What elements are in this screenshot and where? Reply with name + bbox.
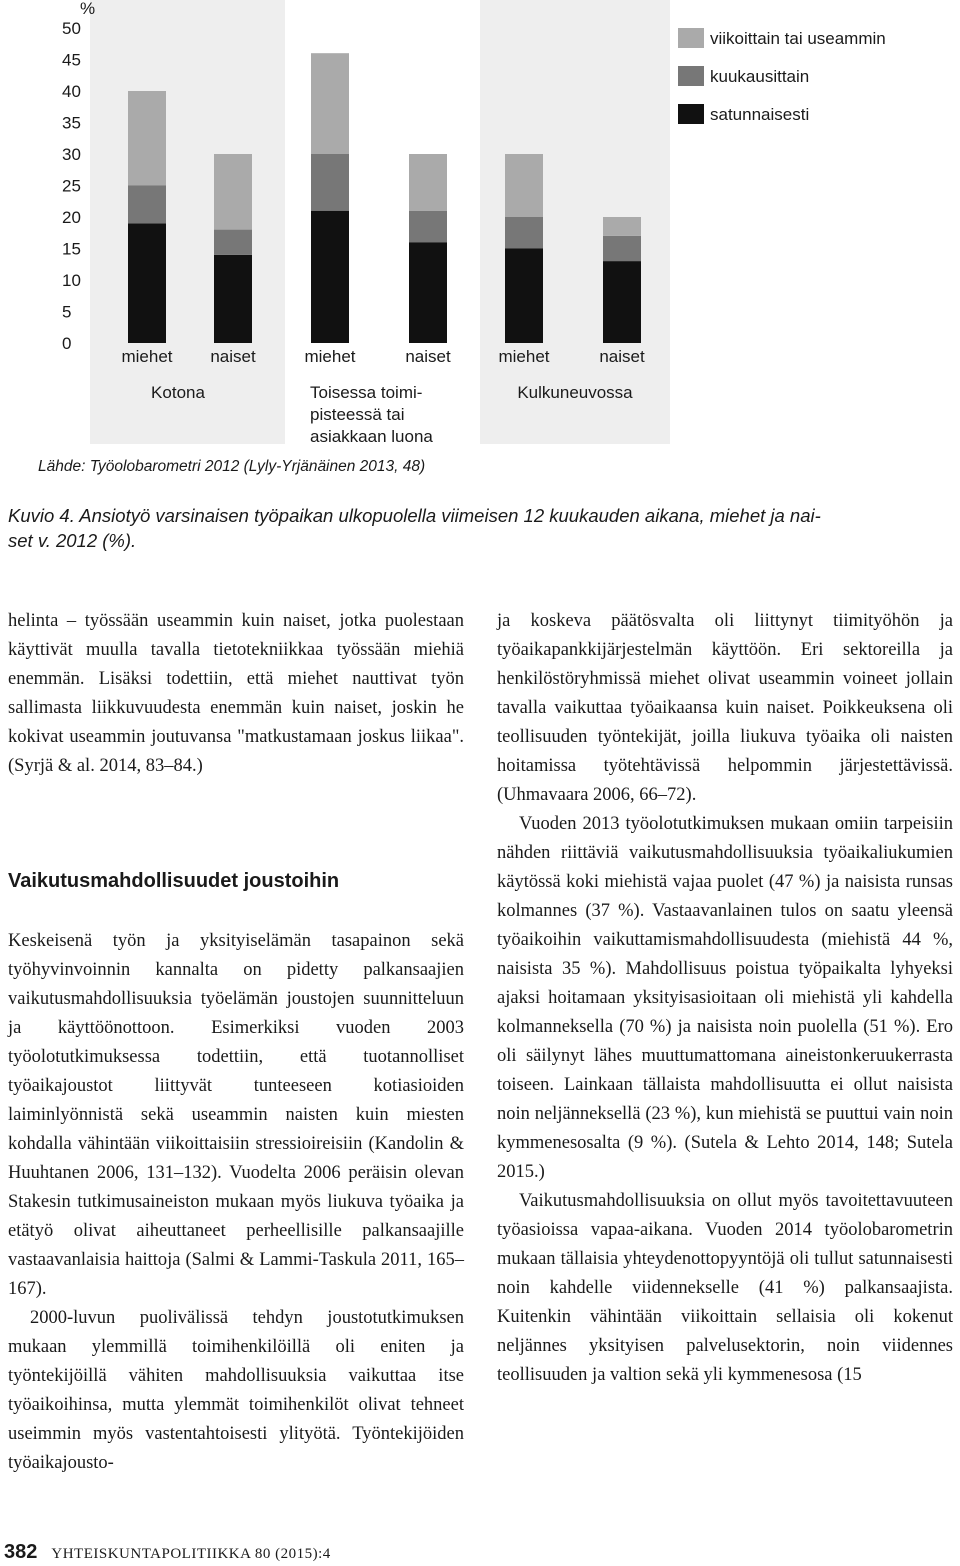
bar-segment [311,154,349,211]
bar-segment [409,211,447,243]
chart-legend [678,28,886,124]
stacked-bar-chart [0,0,960,490]
y-tick-label: 10 [62,271,81,290]
left-column-intro [8,607,464,781]
bar-segment [603,217,641,236]
y-tick-label: 15 [62,239,81,259]
bar-segment [505,249,543,344]
group-label: Kotona [151,383,205,402]
page-footer [4,1541,331,1564]
y-tick-label: 40 [62,82,81,101]
paragraph: Vaikutusmahdollisuuksia on ollut myös tavoitettavuuteen työasioissa vapaa-aikana. Vuoden 2014 työolobarometrin mukaan tällaisia yhteydenottopyyntöjä oli tullut satunnaisesti noin kahdelle viidennekselle (41 %) palkansaajista. Kuitenkin vähintään viikoittain sellaisia oli kokenut neljännes yksityisen palvelusektorin, noin viidennes teollisuuden ja valtion sekä yli kymmenesosa (15 [497,1191,953,1385]
legend-swatch [678,104,704,124]
bar-segment [505,217,543,249]
bar-segment [128,186,166,224]
group-label: pisteessä tai [310,405,405,424]
y-tick-label: 20 [62,208,81,227]
caption-line: set v. 2012 (%). [8,530,137,551]
x-tick-label: naiset [599,347,645,366]
bar-segment [409,242,447,343]
bar-segment [505,154,543,217]
figure-caption [8,503,953,553]
y-tick-label: 0 [62,334,72,353]
left-column-body [8,927,464,1478]
legend-label: kuukausittain [710,67,810,86]
y-tick-label: 30 [62,145,81,164]
y-tick-label: 35 [62,113,81,133]
bar-segment [214,154,252,230]
x-tick-label: miehet [498,347,550,366]
paragraph: ja koskeva päätösvalta oli liittynyt tiimityöhön ja työaikapankkijärjestelmän käyttöön. Eri sektoreilla ja henkilöstöryhmissä miehet olivat useammin voineet jollain tavalla vaikuttaa työaikaansa kuin naiset. Poikkeuksena oli teollisuuden työntekijät, joilla liukuva työaika oli naisten hoitamissa työtehtävissä helpommin järjestettävissä. (Uhmavaara 2006, 66–72). [497,611,953,805]
y-tick-label: 25 [62,176,81,196]
y-tick-label: 5 [62,302,72,322]
paragraph: helinta – työssään useammin kuin naiset, jotka puolestaan käyttivät muulla tavalla tietotekniikkaa työssään miehiä enemmän. Lisäksi todettiin, että miehet nauttivat työn sallimasta liikkuvuudesta enemmän kuin naiset, joskin he kokivat useammin joutuvansa "matkustamaan joskus liikaa". (Syrjä & al. 2014, 83–84.) [8,611,464,776]
x-tick-label: naiset [210,347,256,366]
x-tick-label: miehet [121,347,173,366]
y-tick-label: 50 [62,19,81,38]
paragraph: Keskeisenä työn ja yksityiselämän tasapainon sekä työhyvinvoinnin kannalta on pidetty palkansaajien vaikutusmahdollisuuksia työelämän joustojen suunnitteluun ja käyttöönottoon. Esimerkiksi vuoden 2003 työolotutkimuksessa todettiin, että tuotannolliset työaikajoustot liittyvät tunteeseen kotiasioiden laiminlyönnistä sekä useammin naisten kuin miesten kohdalla vähintään viikoittaisiin stressioireisiin (Kandolin & Huuhtanen 2006, 131–132). Vuodelta 2006 peräisin olevan Stakesin tutkimusaineiston mukaan myös liukuva työaika ja etätyö olivat aiheuttaneet perheellisille palkansaajille vastaavanlaisia haittoja (Salmi & Lammi-Taskula 2011, 165–167). [8,931,464,1299]
legend-label: satunnaisesti [710,105,810,124]
legend-swatch [678,66,704,86]
journal-name: YHTEISKUNTAPOLITIIKKA 80 (2015):4 [51,1546,331,1562]
x-tick-label: naiset [405,347,451,366]
chart-source: Lähde: Työolobarometri 2012 (Lyly-Yrjänäinen 2013, 48) [38,458,426,475]
group-label: Toisessa toimi- [310,383,423,402]
bar-segment [603,261,641,343]
legend-label: viikoittain tai useammin [710,29,886,48]
x-tick-label: miehet [304,347,356,366]
paragraph: Vuoden 2013 työolotutkimuksen mukaan omiin tarpeisiin nähden riittäviä vaikutusmahdollisuuksia työaikaliukumien käytössä koki miehistä vajaa puolet (47 %) ja naisista runsas kolmannes (37 %). Vastaavanlainen tulos on saatu yleensä työaikoihin vaikuttamismahdollisuudesta (miehistä 44 %, naisista 35 %). Mahdollisuus poistua työpaikalta lyhyeksi ajaksi hoitamaan yksityisasioitaan oli miehistä yli kahdella kolmanneksella (70 %) ja naisista noin puolella (51 %). Ero oli säilynyt lähes muuttumattomana aineistonkeruukerrasta toiseen. Lainkaan tällaista mahdollisuutta ei ollut naisista noin neljänneksellä (23 %), kun miehistä se puuttui vain noin kymmenesosalta (9 %). (Sutela & Lehto 2014, 148; Sutela 2015.) [497,814,953,1182]
y-tick-label: 45 [62,50,81,70]
section-heading: Vaikutusmahdollisuudet joustoihin [8,870,340,892]
bar-segment [311,53,349,154]
page-number: 382 [4,1541,38,1563]
paragraph: 2000-luvun puolivälissä tehdyn joustotutkimuksen mukaan ylemmillä toimihenkilöillä oli eniten ja työntekijöillä vähiten mahdollisuuksia vaikuttaa itse työaikoihinsa, mutta ylemmät toimihenkilöt olivat tehneet useimmin myös vastentahtoisesti ylityötä. Työntekijöiden työaikajousto- [8,1308,464,1473]
group-background [90,0,285,444]
caption-line: Kuvio 4. Ansiotyö varsinaisen työpaikan ulkopuolella viimeisen 12 kuukauden aikana, miehet ja nai- [8,505,821,526]
chart-group-backgrounds [90,0,670,444]
bar-segment [409,154,447,211]
legend-swatch [678,28,704,48]
bar-segment [603,236,641,261]
group-label: Kulkuneuvossa [517,383,633,402]
bar-segment [214,255,252,343]
right-column [497,607,953,1390]
bar-segment [311,211,349,343]
group-label: asiakkaan luona [310,427,433,446]
bar-segment [128,223,166,343]
y-axis-label: % [80,0,96,18]
bar-segment [128,91,166,186]
bar-segment [214,230,252,255]
